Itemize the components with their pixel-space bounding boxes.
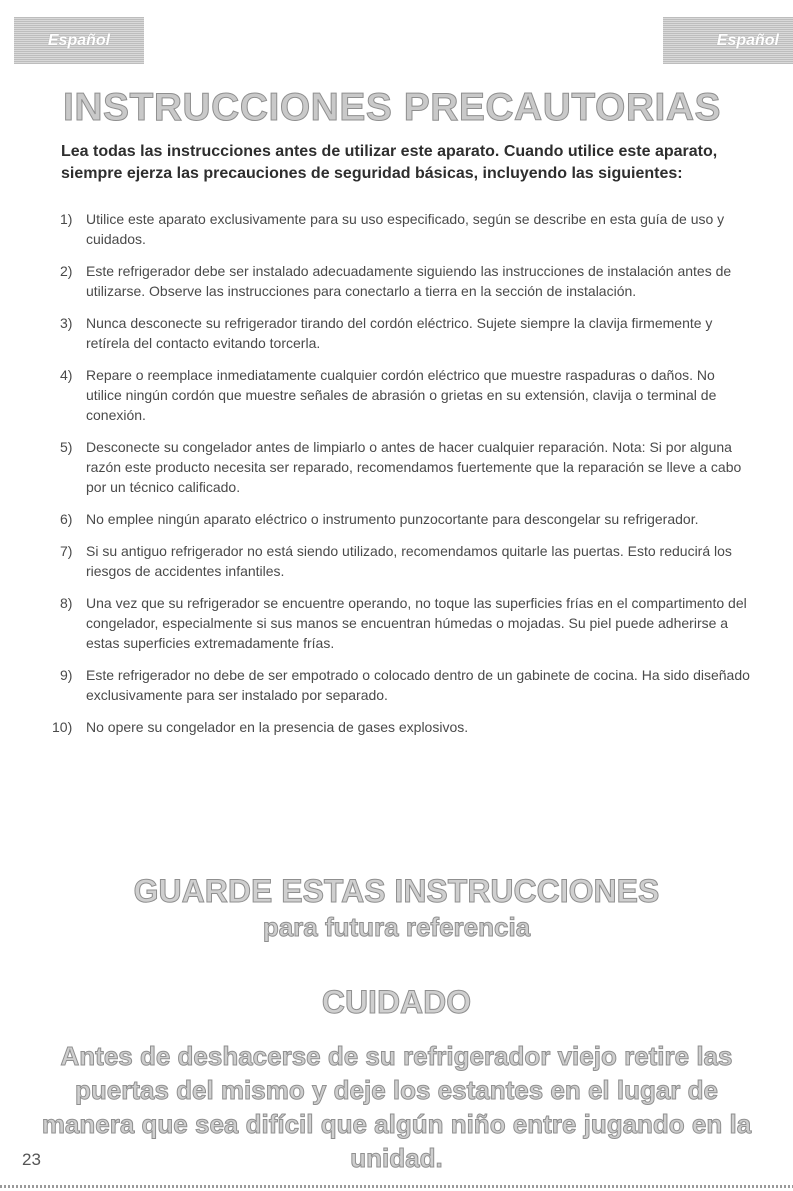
item-text: No opere su congelador en la presencia de gases explosivos.: [86, 719, 469, 735]
item-text: Este refrigerador no debe de ser empotrado o colocado dentro de un gabinete de cocina. Ha sido diseñado exclusivamente para ser instalado por separado.: [86, 667, 750, 703]
list-item: [60, 509, 750, 529]
list-item: [60, 437, 750, 497]
language-tab-right: [663, 17, 793, 64]
save-instructions-heading: GUARDE ESTAS INSTRUCCIONES: [133, 873, 660, 909]
item-text: Este refrigerador debe ser instalado adecuadamente siguiendo las instrucciones de instalación antes de utilizarse. Observe las instrucciones para conectarlo a tierra en la sección de instalación.: [86, 263, 732, 299]
language-tab-right-label: Español: [716, 31, 779, 49]
item-number: 2): [60, 263, 73, 279]
language-tab-left: [14, 17, 144, 64]
item-number: 1): [60, 211, 73, 227]
item-number: 4): [60, 367, 73, 383]
page-number: 23: [22, 1150, 41, 1169]
item-number: 5): [60, 439, 73, 455]
list-item: [60, 665, 750, 705]
caution-text: Antes de deshacerse de su refrigerador viejo retire las puertas del mismo y deje los estantes en el lugar de manera que sea difícil que algún niño entre jugando en la unidad.: [41, 1041, 752, 1173]
list-item: [60, 593, 750, 653]
save-instructions-subheading: para futura referencia: [262, 912, 531, 942]
item-text: Desconecte su congelador antes de limpiarlo o antes de hacer cualquier reparación. Nota: Si por alguna razón este producto necesita ser reparado, recomendamos fuertemente que la reparación se lleve a cabo por un técnico calificado.: [86, 439, 742, 495]
item-number: 3): [60, 315, 73, 331]
item-text: Utilice este aparato exclusivamente para su uso especificado, según se describe en esta guía de uso y cuidados.: [86, 211, 725, 247]
list-item: [60, 209, 750, 249]
list-item: [60, 365, 750, 425]
item-text: Repare o reemplace inmediatamente cualquier cordón eléctrico que muestre raspaduras o daños. No utilice ningún cordón que muestre señales de abrasión o grietas en su extensión, clavija o terminal de conexión.: [86, 367, 717, 423]
item-text: No emplee ningún aparato eléctrico o instrumento punzocortante para descongelar su refrigerador.: [86, 511, 699, 527]
item-number: 7): [60, 543, 73, 559]
list-item: [60, 541, 750, 581]
item-text: Si su antiguo refrigerador no está siendo utilizado, recomendamos quitarle las puertas. Esto reducirá los riesgos de accidentes infantiles.: [86, 543, 732, 579]
list-item: [60, 313, 750, 353]
list-item: [60, 261, 750, 301]
list-item: [52, 717, 750, 737]
item-number: 10): [52, 719, 73, 735]
item-number: 9): [60, 667, 73, 683]
caution-heading: CUIDADO: [321, 984, 472, 1020]
language-tab-left-label: Español: [47, 31, 111, 49]
bottom-divider: [0, 1185, 793, 1188]
item-number: 6): [60, 511, 73, 527]
intro-paragraph: Lea todas las instrucciones antes de utilizar este aparato. Cuando utilice este aparato, siempre ejerza las precauciones de seguridad básicas, incluyendo las siguientes:: [61, 143, 718, 182]
instruction-list: [52, 209, 750, 749]
page-title: INSTRUCCIONES PRECAUTORIAS: [63, 86, 722, 129]
item-text: Nunca desconecte su refrigerador tirando del cordón eléctrico. Sujete siempre la clavija firmemente y retírela del contacto evitando torcerla.: [86, 315, 713, 351]
item-number: 8): [60, 595, 73, 611]
item-text: Una vez que su refrigerador se encuentre operando, no toque las superficies frías en el compartimento del congelador, especialmente si sus manos se encuentran húmedas o mojadas. Su piel puede adherirse a estas superficies extremadamente frías.: [86, 595, 747, 651]
